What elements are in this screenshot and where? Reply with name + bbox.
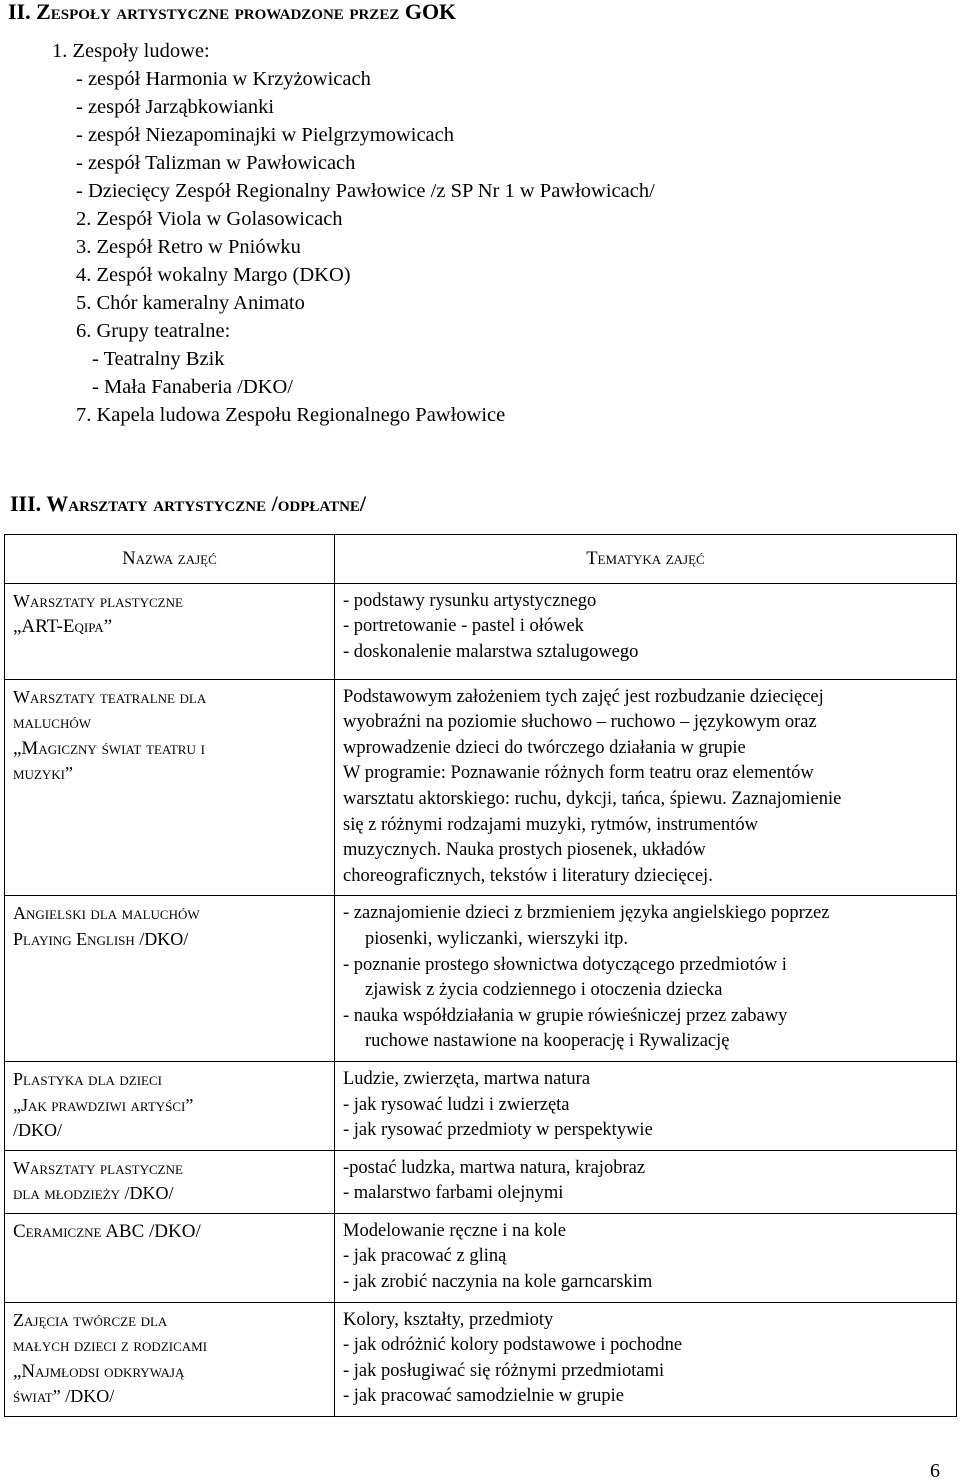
table-row (5, 896, 957, 1062)
topic-line: wyobraźni na poziomie słuchowo – ruchowo – językowym oraz (343, 712, 817, 733)
workshop-topics-cell (335, 679, 957, 896)
topic-line: ruchowe nastawione na kooperację i Rywalizację (365, 1031, 730, 1052)
topic-line: - zaznajomienie dzieci z brzmieniem języka angielskiego poprzez (343, 903, 830, 924)
list-item: 5. Chór kameralny Animato (76, 292, 305, 314)
workshop-name-cell (5, 1302, 335, 1416)
topic-line: piosenki, wyliczanki, wierszyki itp. (365, 928, 629, 949)
topic-line: się z różnymi rodzajami muzyki, rytmów, instrumentów (343, 814, 758, 835)
workshop-name-line: maluchów (13, 712, 91, 733)
list-item: - zespół Jarząbkowianki (76, 96, 275, 118)
table-row (5, 1302, 957, 1416)
workshop-topics-cell (335, 1302, 957, 1416)
workshop-name-line: Plastyka dla dzieci (13, 1068, 162, 1089)
list-item: 1. Zespoły ludowe: (52, 40, 210, 62)
section-2-heading: II. Zespoły artystyczne prowadzone przez GOK (8, 0, 457, 24)
workshop-name-line: /DKO/ (13, 1120, 62, 1141)
workshop-name-line: Ceramiczne ABC /DKO/ (13, 1220, 201, 1242)
workshop-name-line: „ART-Eqipa” (13, 616, 113, 638)
workshop-name-cell (5, 896, 335, 1062)
topic-line: choreograficznych, tekstów i literatury dziecięcej. (343, 865, 713, 886)
topic-line: wprowadzenie dzieci do twórczego działania w grupie (343, 737, 746, 758)
list-item: 3. Zespół Retro w Pniówku (76, 236, 301, 258)
topic-line: Ludzie, zwierzęta, martwa natura (343, 1068, 591, 1089)
topic-line: - jak odróżnić kolory podstawowe i pochodne (343, 1335, 683, 1356)
workshop-name-cell (5, 1150, 335, 1213)
page-number: 6 (930, 1460, 940, 1482)
workshop-name-line: „Jak prawdziwi artyści” (13, 1094, 194, 1115)
topic-line: - jak pracować samodzielnie w grupie (343, 1386, 624, 1407)
workshop-name-line: „Najmłodsi odkrywają (13, 1360, 185, 1382)
workshop-topics-cell (335, 1150, 957, 1213)
workshop-topics-cell (335, 1061, 957, 1150)
workshop-name-line: „Magiczny świat teatru i (13, 737, 205, 759)
table-row (5, 679, 957, 896)
list-item: - Dziecięcy Zespół Regionalny Pawłowice /z SP Nr 1 w Pawłowicach/ (76, 180, 655, 202)
workshop-name-line: Playing English /DKO/ (13, 928, 189, 949)
topic-line: - poznanie prostego słownictwa dotyczącego przedmiotów i (343, 954, 787, 975)
table-row (5, 1213, 957, 1302)
workshop-name-line: świat” /DKO/ (13, 1386, 115, 1407)
list-item: 7. Kapela ludowa Zespołu Regionalnego Pawłowice (76, 404, 506, 426)
list-item: 6. Grupy teatralne: (76, 320, 231, 342)
workshop-name-line: Warsztaty teatralne dla (13, 686, 207, 707)
topic-line: - podstawy rysunku artystycznego (343, 590, 597, 611)
workshop-name-line: małych dzieci z rodzicami (13, 1335, 208, 1356)
topic-line: -postać ludzka, martwa natura, krajobraz (343, 1157, 646, 1178)
list-item: - Mała Fanaberia /DKO/ (92, 376, 293, 398)
topic-line: zjawisk z życia codziennego i otoczenia dziecka (365, 980, 723, 1001)
workshop-topics-cell (335, 896, 957, 1062)
table-header-row (5, 535, 957, 584)
list-item: - Teatralny Bzik (92, 348, 225, 370)
list-item: 4. Zespół wokalny Margo (DKO) (76, 264, 351, 286)
workshop-name-cell (5, 583, 335, 679)
workshop-name-line: dla młodzieży /DKO/ (13, 1183, 174, 1204)
workshop-name-line: Angielski dla maluchów (13, 903, 200, 924)
workshop-name-line: Warsztaty plastyczne (13, 1157, 183, 1178)
workshop-name-cell (5, 679, 335, 896)
workshop-topics-cell (335, 1213, 957, 1302)
section-3-heading: III. Warsztaty artystyczne /odpłatne/ (10, 491, 367, 516)
workshop-name-cell (5, 1213, 335, 1302)
list-item: - zespół Harmonia w Krzyżowicach (76, 68, 371, 90)
topic-line: - jak posługiwać się różnymi przedmiotami (343, 1360, 665, 1381)
workshops-table (4, 534, 957, 1417)
topic-line: - jak rysować przedmioty w perspektywie (343, 1120, 653, 1141)
topic-line: warsztatu aktorskiego: ruchu, dykcji, tańca, śpiewu. Zaznajomienie (343, 788, 842, 809)
column-header-topics: Tematyka zajęć (335, 535, 957, 584)
topic-line: - malarstwo farbami olejnymi (343, 1183, 564, 1204)
workshop-name-line: muzyki” (13, 763, 73, 784)
list-item: - zespół Niezapominajki w Pielgrzymowicach (76, 124, 454, 146)
topic-line: Kolory, kształty, przedmioty (343, 1309, 554, 1330)
topic-line: Podstawowym założeniem tych zajęć jest rozbudzanie dziecięcej (343, 686, 824, 707)
table-row (5, 1150, 957, 1213)
topic-line: W programie: Poznawanie różnych form teatru oraz elementów (343, 763, 814, 784)
topic-line: - nauka współdziałania w grupie rówieśniczej przez zabawy (343, 1005, 788, 1026)
topic-line: - portretowanie - pastel i ołówek (343, 616, 584, 637)
table-row (5, 1061, 957, 1150)
topic-line: - jak rysować ludzi i zwierzęta (343, 1094, 570, 1115)
topic-line: - doskonalenie malarstwa sztalugowego (343, 641, 639, 662)
list-item: - zespół Talizman w Pawłowicach (76, 152, 356, 174)
list-item: 2. Zespół Viola w Golasowicach (76, 208, 343, 230)
workshop-name-line: Warsztaty plastyczne (13, 590, 183, 611)
table-row (5, 583, 957, 679)
topic-line: Modelowanie ręczne i na kole (343, 1220, 566, 1241)
topic-line: - jak pracować z gliną (343, 1246, 507, 1267)
topic-line: - jak zrobić naczynia na kole garncarskim (343, 1272, 653, 1293)
workshop-name-line: Zajęcia twórcze dla (13, 1309, 168, 1330)
workshop-name-cell (5, 1061, 335, 1150)
workshop-topics-cell (335, 583, 957, 679)
column-header-name: Nazwa zajęć (5, 535, 335, 584)
topic-line: muzycznych. Nauka prostych piosenek, układów (343, 840, 706, 861)
